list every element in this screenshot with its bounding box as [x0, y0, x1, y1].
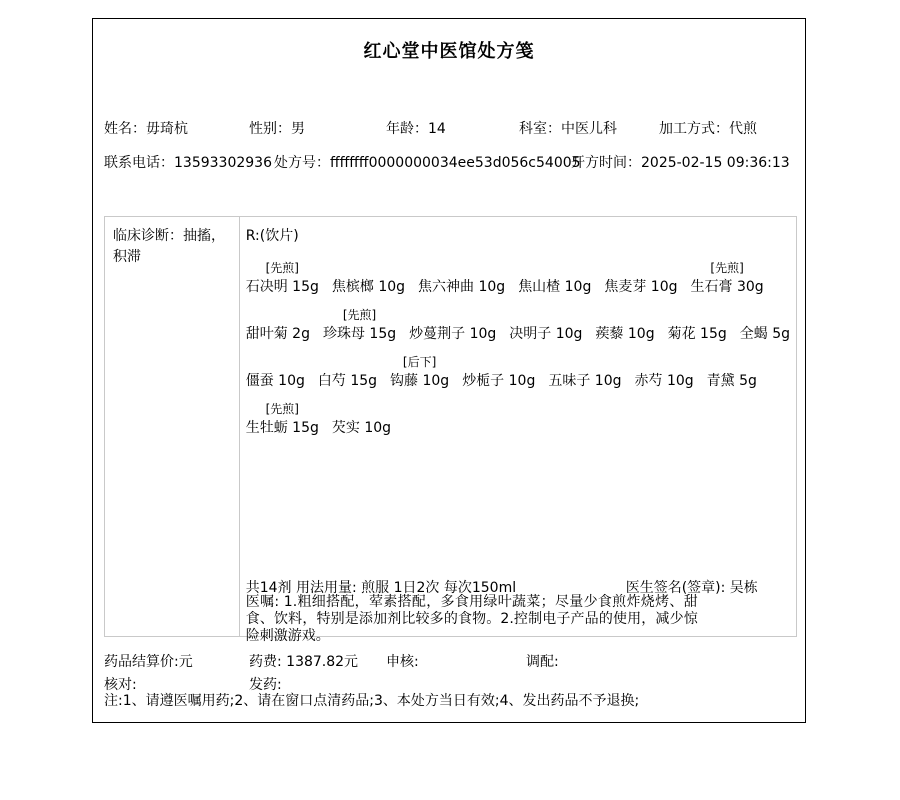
herb-item — [409, 306, 496, 345]
herb-name-dose: 五味子 10g — [548, 373, 622, 389]
herb-item — [246, 353, 305, 392]
rx-number-label: 处方号： — [274, 155, 330, 171]
herb-item — [462, 353, 535, 392]
patient-gender-value: 男 — [291, 121, 305, 137]
decoction-tag — [639, 259, 643, 277]
herb-item — [390, 353, 449, 392]
processing-method-field — [659, 118, 757, 138]
herb-row — [246, 353, 790, 392]
herb-name-dose: 青黛 5g — [706, 373, 757, 389]
decoction-tag: [先煎] — [265, 261, 299, 275]
page-title: 红心堂中医馆处方笺 — [363, 41, 535, 62]
herb-item — [246, 259, 319, 298]
patient-department-field — [519, 118, 617, 138]
herb-name-dose: 炒蔓荆子 10g — [409, 326, 497, 342]
decoction-tag — [695, 306, 699, 324]
decoction-tag — [544, 306, 548, 324]
decoction-tag — [497, 353, 501, 371]
herb-item — [740, 306, 790, 345]
patient-age-field — [386, 118, 446, 138]
herb-name-dose: 芡实 10g — [331, 420, 392, 436]
patient-gender-label: 性别： — [249, 121, 291, 137]
clinical-diagnosis: 临床诊断：抽搐，积滞 — [105, 217, 240, 636]
herb-name-dose: 菊花 15g — [667, 326, 727, 342]
herb-item — [635, 353, 694, 392]
herb-name-dose: 生牡蛎 15g — [245, 420, 319, 436]
prescription-table — [104, 216, 797, 644]
processing-method-value: 代煎 — [729, 121, 757, 137]
note-line: 注:1、请遵医嘱用药;2、请在窗口点清药品;3、本处方当日有效;4、发出药品不予退换; — [104, 693, 640, 709]
patient-age-label: 年龄： — [386, 121, 428, 137]
issue-time-field — [571, 152, 790, 172]
herb-item — [323, 306, 396, 345]
decoction-tag — [367, 259, 371, 277]
rx-number-value: ffffffff0000000034ee53d056c54005 — [330, 155, 581, 171]
patient-name-value: 毋琦杭 — [146, 121, 188, 137]
decoction-tag: [先煎] — [342, 308, 377, 322]
dispense-field: 发药: — [249, 677, 282, 693]
herb-row — [246, 306, 790, 345]
herb-name-dose: 炒栀子 10g — [462, 373, 536, 389]
herb-name-dose: 生石膏 30g — [690, 279, 764, 295]
usage-line — [246, 577, 788, 594]
patient-gender-field — [249, 118, 305, 138]
patient-department-value: 中医儿科 — [561, 121, 617, 137]
rx-number-field — [274, 152, 581, 172]
herb-item — [332, 400, 391, 439]
herb-item — [707, 353, 757, 392]
decoction-tag — [730, 353, 734, 371]
herb-name-dose: 白芍 15g — [317, 373, 378, 389]
decoction-tag — [763, 306, 767, 324]
herb-name-dose: 全蝎 5g — [739, 326, 790, 342]
decoction-tag — [346, 353, 350, 371]
decoction-tag — [583, 353, 587, 371]
decoction-tag: [后下] — [402, 355, 437, 369]
rx-header: R:(饮片) — [245, 228, 299, 244]
usage-block — [246, 577, 788, 645]
herb-item — [548, 353, 621, 392]
herb-item — [418, 259, 505, 298]
phone-value: 13593302936 — [174, 155, 272, 171]
herb-item — [318, 353, 377, 392]
patient-department-label: 科室： — [519, 121, 561, 137]
herb-name-dose: 珍珠母 15g — [322, 326, 397, 342]
herb-name-dose: 焦麦芽 10g — [604, 279, 678, 295]
herb-name-dose: 赤芍 10g — [634, 373, 694, 389]
herb-name-dose: 僵蚕 10g — [245, 373, 305, 389]
decoction-tag — [662, 353, 666, 371]
herb-name-dose: 焦山楂 10g — [518, 279, 592, 295]
prescription-cell — [240, 217, 796, 644]
herb-item — [691, 259, 764, 298]
patient-name-field — [104, 118, 188, 138]
phone-field — [104, 152, 272, 172]
decoction-tag — [360, 400, 364, 418]
herb-item — [246, 400, 319, 439]
herb-item — [332, 259, 405, 298]
herb-item — [668, 306, 727, 345]
herb-item — [518, 259, 591, 298]
doctor-signature: 医生签名(签章): 吴栋 — [625, 580, 758, 596]
herb-name-dose: 钩藤 10g — [390, 373, 450, 389]
issue-time-label: 开方时间： — [571, 155, 641, 171]
herb-name-dose: 焦槟榔 10g — [331, 279, 406, 295]
processing-method-label: 加工方式： — [659, 121, 729, 137]
decoction-tag — [273, 353, 277, 371]
herb-item — [595, 306, 654, 345]
prepare-field: 调配: — [526, 654, 559, 670]
decoction-tag: [先煎] — [710, 261, 744, 275]
phone-label: 联系电话： — [104, 155, 174, 171]
decoction-tag — [460, 259, 464, 277]
herb-item — [509, 306, 582, 345]
check-field: 核对: — [104, 677, 137, 693]
decoction-tag — [451, 306, 455, 324]
herb-name-dose: 蒺藜 10g — [595, 326, 655, 342]
herb-row — [246, 259, 790, 298]
fee-field: 药费: 1387.82元 — [249, 654, 359, 670]
decoction-tag — [276, 306, 280, 324]
patient-name-label: 姓名： — [104, 121, 146, 137]
herb-lines — [246, 259, 790, 439]
decoction-tag — [553, 259, 557, 277]
settle-price-field: 药品结算价:元 — [104, 654, 193, 670]
herb-item — [604, 259, 677, 298]
medical-advice: 医嘱: 1.粗细搭配，荤素搭配，多食用绿叶蔬菜；尽量少食煎炸烧烤、甜食、饮料，特别是添加剂比较多的食物。2.控制电子产品的使用，减少惊险刺激游戏。 — [245, 594, 698, 644]
herb-name-dose: 决明子 10g — [509, 326, 583, 342]
decoction-tag: [先煎] — [265, 402, 299, 416]
decoction-tag — [623, 306, 627, 324]
herb-row — [246, 400, 790, 439]
usage-text: 共14剂 用法用量: 煎服 1日2次 每次150ml — [245, 580, 517, 596]
patient-age-value: 14 — [428, 121, 446, 137]
issue-time-value: 2025-02-15 09:36:13 — [641, 155, 790, 171]
herb-item — [246, 306, 310, 345]
prescription-sheet — [92, 18, 806, 723]
review-field: 申核: — [386, 654, 419, 670]
herb-name-dose: 焦六神曲 10g — [418, 279, 506, 295]
herb-name-dose: 甜叶菊 2g — [245, 326, 310, 342]
herb-name-dose: 石决明 15g — [245, 279, 319, 295]
